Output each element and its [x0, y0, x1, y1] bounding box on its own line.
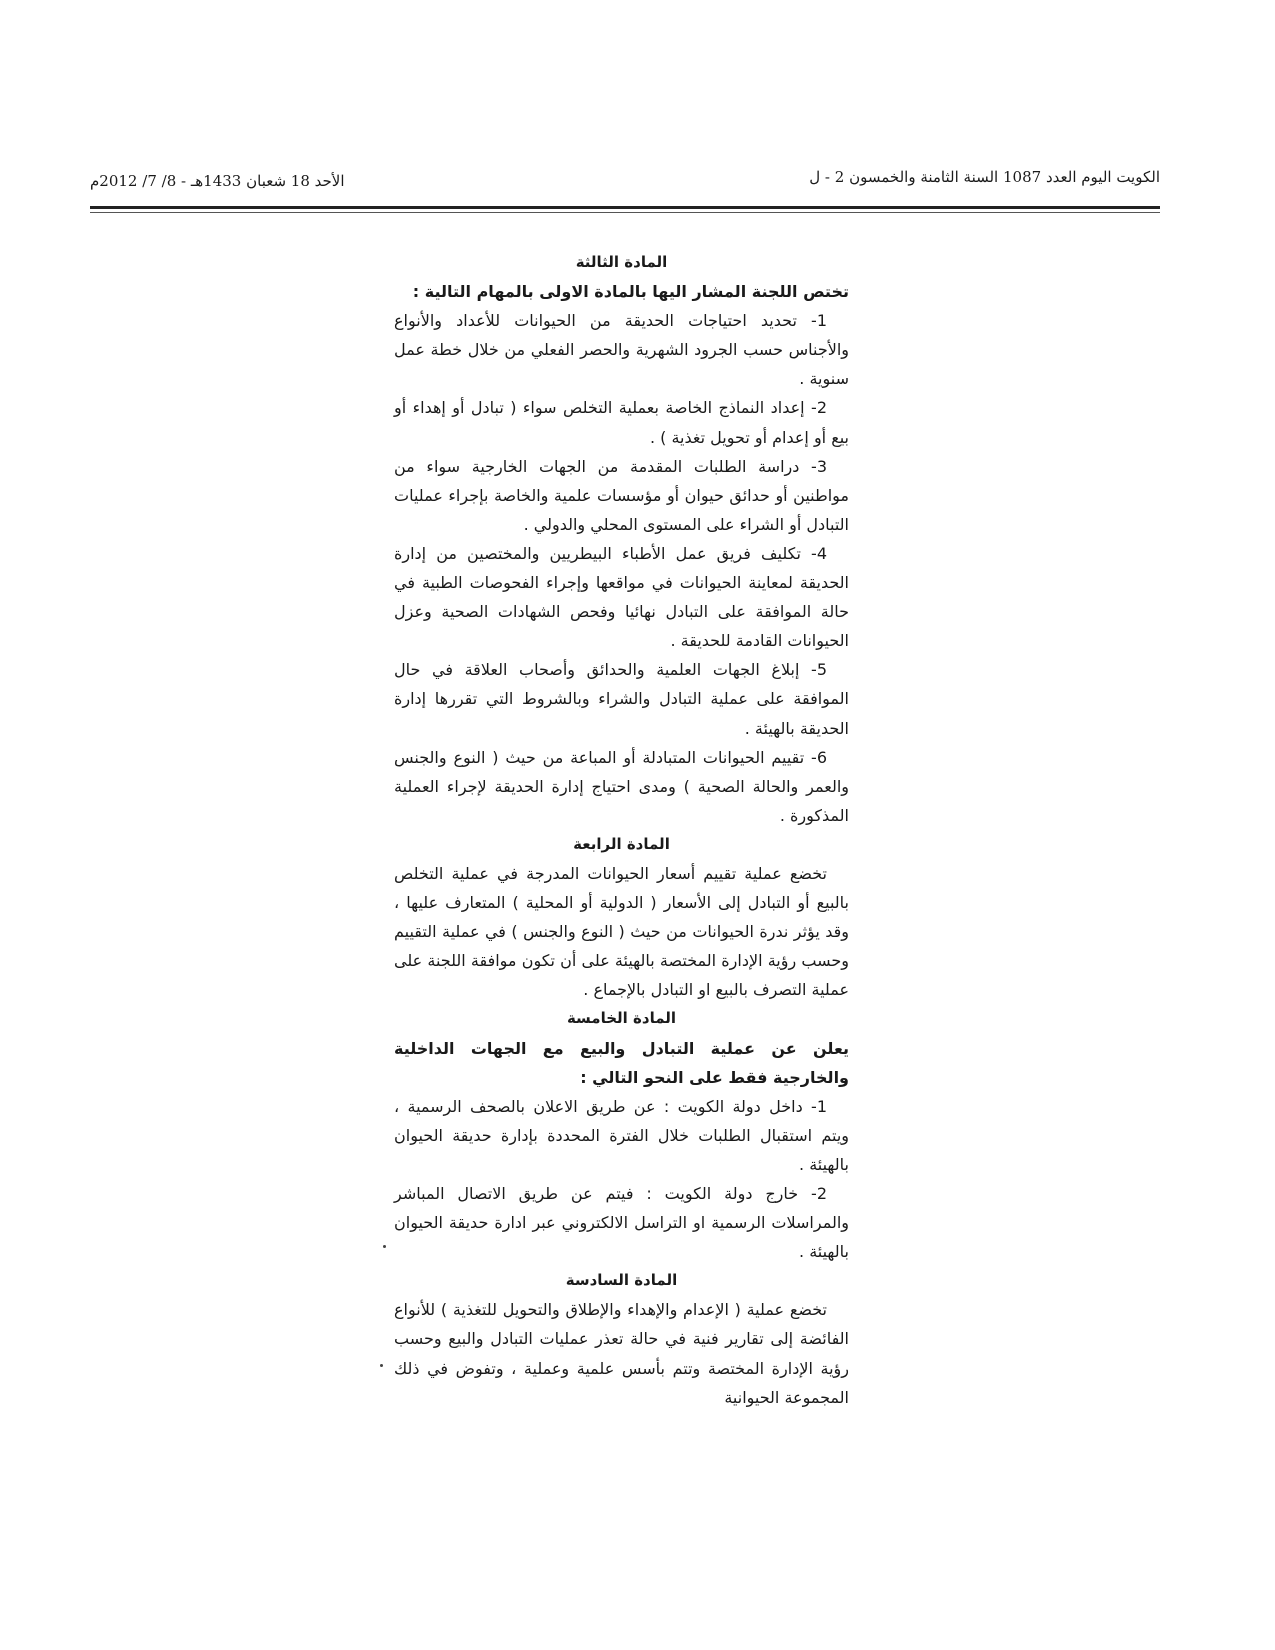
- article-5-item-1: 1- داخل دولة الكويت : عن طريق الاعلان بالصحف الرسمية ، ويتم استقبال الطلبات خلال الفترة المحددة بإدارة حديقة الحيوان بالهيئة .: [394, 1096, 849, 1174]
- article-6-title: المادة السادسة: [565, 1271, 678, 1290]
- article-5-title: المادة الخامسة: [566, 1009, 677, 1028]
- article-3-item-3: 3- دراسة الطلبات المقدمة من الجهات الخارجية سواء من مواطنين أو حدائق حيوان أو مؤسسات علمية والخاصة بإجراء عمليات التبادل أو الشراء على المستوى المحلي والدولي .: [394, 456, 849, 534]
- gazette-issue-info: الكويت اليوم العدد 1087 السنة الثامنة والخمسون 2 - ل: [809, 168, 1160, 186]
- header-rule-thin: [90, 212, 1160, 213]
- article-5-item-2: 2- خارج دولة الكويت : فيتم عن طريق الاتصال المباشر والمراسلات الرسمية او التراسل الالكتروني عبر ادارة حديقة الحيوان بالهيئة .: [394, 1184, 849, 1262]
- article-5-intro: يعلن عن عملية التبادل والبيع مع الجهات الداخلية والخارجية فقط على النحو التالي :: [394, 1038, 849, 1087]
- article-3-title: المادة الثالثة: [575, 253, 668, 271]
- article-3-item-5: 5- إبلاغ الجهات العلمية والحدائق وأصحاب العلاقة في حال الموافقة على عملية التبادل والشراء وبالشروط التي تقررها إدارة الحديقة بالهيئة .: [394, 660, 849, 738]
- scan-speck: [383, 1245, 386, 1248]
- article-3-item-6: 6- تقييم الحيوانات المتبادلة أو المباعة من حيث ( النوع والجنس والعمر والحالة الصحية ) ومدى احتياج إدارة الحديقة لإجراء العملية المذكورة .: [394, 747, 849, 825]
- document-body: [394, 248, 849, 1412]
- article-4-title: المادة الرابعة: [573, 834, 670, 853]
- gazette-date: الأحد 18 شعبان 1433هـ - 8/ 7/ 2012م: [90, 172, 345, 190]
- article-4-body: تخضع عملية تقييم أسعار الحيوانات المدرجة في عملية التخلص بالبيع أو التبادل إلى الأسعار ( الدولية أو المحلية ) المتعارف عليها ، وقد يؤثر ندرة الحيوانات من حيث ( النوع والجنس ) في عملية التقييم وحسب رؤية الإدارة المختصة بالهيئة على أن تكون موافقة اللجنة على عملية التصرف بالبيع او التبادل بالإجماع .: [394, 863, 849, 1000]
- article-6-body: تخضع عملية ( الإعدام والإهداء والإطلاق والتحويل للتغذية ) للأنواع الفائضة إلى تقارير فنية في حالة تعذر عمليات التبادل والبيع وحسب رؤية الإدارة المختصة وتتم بأسس علمية وعملية ، وتفوض في ذلك المجموعة الحيوانية: [394, 1300, 849, 1407]
- scan-speck: [380, 1364, 383, 1367]
- article-3-item-4: 4- تكليف فريق عمل الأطباء البيطريين والمختصين من إدارة الحديقة لمعاينة الحيوانات في مواقعها وإجراء الفحوصات الطبية في حالة الموافقة على التبادل نهائيا وفحص الشهادات الصحية وعزل الحيوانات القادمة للحديقة .: [394, 543, 849, 651]
- article-3-item-1: 1- تحديد احتياجات الحديقة من الحيوانات للأعداد والأنواع والأجناس حسب الجرود الشهرية والحصر الفعلي من خلال خطة عمل سنوية .: [394, 311, 849, 389]
- article-3-intro: تختص اللجنة المشار اليها بالمادة الاولى بالمهام التالية :: [412, 282, 849, 302]
- page-header: [90, 168, 1160, 196]
- header-rule-thick: [90, 206, 1160, 209]
- article-3-item-2: 2- إعداد النماذج الخاصة بعملية التخلص سواء ( تبادل أو إهداء أو بيع أو إعدام أو تحويل تغذية ) .: [394, 398, 849, 447]
